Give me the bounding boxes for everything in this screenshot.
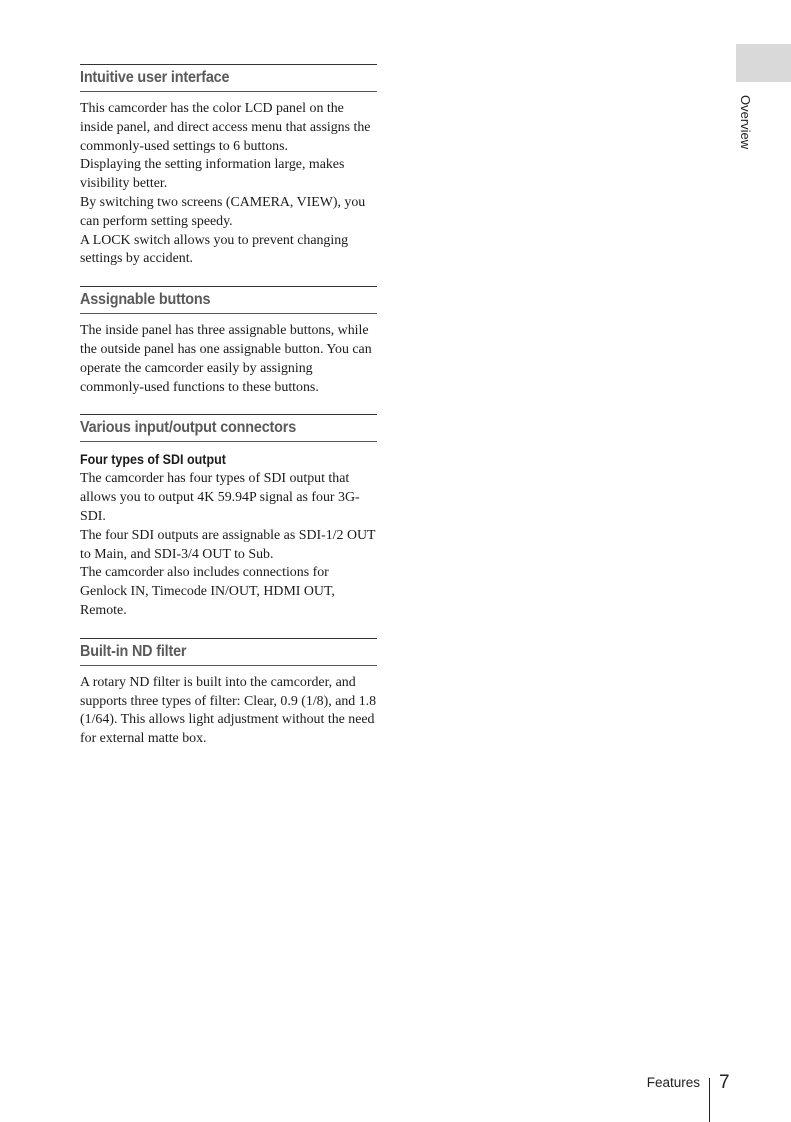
footer-section-label: Features	[646, 1075, 700, 1090]
section-title: Intuitive user interface	[80, 69, 230, 86]
section-heading	[80, 64, 377, 92]
side-tab-marker	[736, 44, 791, 82]
section-heading	[80, 638, 377, 666]
paragraph: A rotary ND filter is built into the camcorder, and supports three types of filter: Clear, 0.9 (1/8), and 1.8 (1/64). This allows light adjustment without the need for external matte box.	[80, 674, 377, 747]
paragraph: Displaying the setting information large, makes visibility better.	[80, 157, 345, 192]
side-tab-label: Overview	[738, 95, 753, 150]
paragraph: The four SDI outputs are assignable as SDI-1/2 OUT to Main, and SDI-3/4 OUT to Sub.	[80, 527, 376, 562]
paragraph: By switching two screens (CAMERA, VIEW), you can perform setting speedy.	[80, 194, 366, 229]
paragraph: This camcorder has the color LCD panel on the inside panel, and direct access menu that assigns the commonly-used settings to 6 buttons.	[80, 101, 371, 154]
section-heading	[80, 286, 377, 314]
section-intuitive-user-interface	[80, 64, 377, 269]
paragraph: The camcorder has four types of SDI output that allows you to output 4K 59.94P signal as four 3G-SDI.	[80, 471, 360, 524]
main-column	[80, 64, 377, 766]
footer-divider	[709, 1078, 710, 1122]
subsection-title: Four types of SDI output	[80, 452, 226, 468]
section-title: Various input/output connectors	[80, 419, 297, 437]
section-title: Built-in ND filter	[80, 642, 187, 660]
page-number: 7	[719, 1072, 730, 1093]
section-built-in-nd-filter	[80, 638, 377, 749]
paragraph: A LOCK switch allows you to prevent changing settings by accident.	[80, 232, 349, 267]
section-heading	[80, 414, 377, 442]
paragraph: The inside panel has three assignable buttons, while the outside panel has one assignable button. You can operate the camcorder easily by assigning commonly-used functions to these buttons.	[80, 323, 372, 395]
section-input-output-connectors	[80, 414, 377, 620]
section-title: Assignable buttons	[80, 291, 211, 309]
section-assignable-buttons	[80, 286, 377, 397]
paragraph: The camcorder also includes connections for Genlock IN, Timecode IN/OUT, HDMI OUT, Remote.	[80, 565, 335, 618]
